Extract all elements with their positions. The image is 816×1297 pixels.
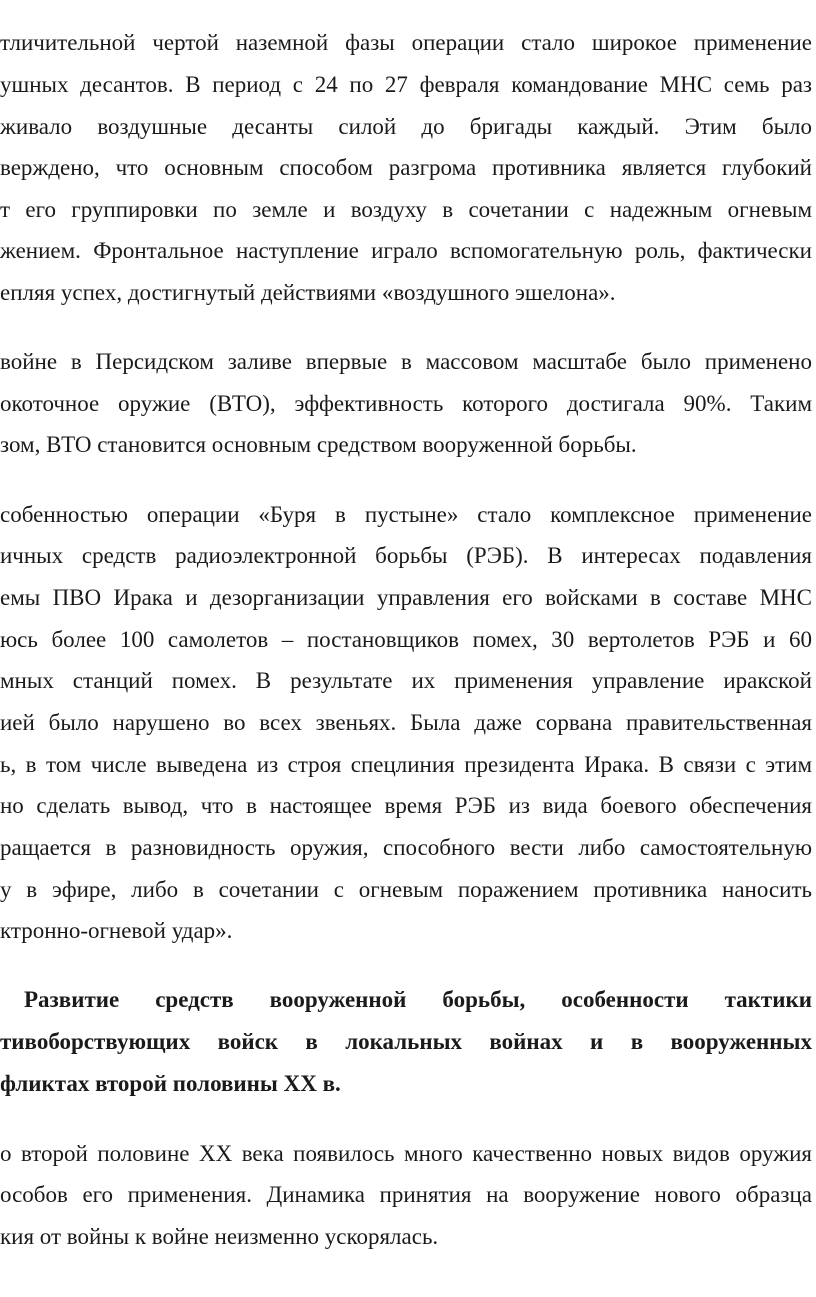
text-line: мных станций помех. В результате их применения управление иракской [0,668,812,693]
heading-line: фликтах второй половины XX в. [0,1071,341,1096]
text-line: емы ПВО Ирака и дезорганизации управления его войсками в составе МНС [0,585,812,610]
text-line: юсь более 100 самолетов – постановщиков помех, 30 вертолетов РЭБ и 60 [0,627,812,652]
text-line: ушных десантов. В период с 24 по 27 февраля командование МНС семь раз [0,72,812,97]
text-line: собенностью операции «Буря в пустыне» стало комплексное применение [0,502,812,527]
text-line: у в эфире, либо в сочетании с огневым поражением противника наносить [0,877,812,902]
text-line: живало воздушные десанты силой до бригады каждый. Этим было [0,114,812,139]
text-line: окоточное оружие (ВТО), эффективность которого достигала 90%. Таким [0,391,812,416]
text-line: о второй половине XX века появилось много качественно новых видов оружия [0,1141,812,1166]
text-line: войне в Персидском заливе впервые в массовом масштабе было применено [0,349,812,374]
text-line: ичных средств радиоэлектронной борьбы (РЭБ). В интересах подавления [0,543,812,568]
text-line: верждено, что основным способом разгрома противника является глубокий [0,155,812,180]
text-line: тличительной чертой наземной фазы операции стало широкое применение [0,30,812,55]
text-line: кия от войны к войне неизменно ускорялась. [0,1224,439,1249]
text-line: жением. Фронтальное наступление играло вспомогательную роль, фактически [0,238,812,263]
heading-line: тивоборствующих войск в локальных войнах и в вооруженных [0,1029,812,1054]
text-line: ь, в том числе выведена из строя спецлиния президента Ирака. В связи с этим [0,752,812,777]
text-line: т его группировки по земле и воздуху в сочетании с надежным огневым [0,197,812,222]
text-line: особов его применения. Динамика принятия на вооружение нового образца [0,1182,812,1207]
text-line: зом, ВТО становится основным средством вооруженной борьбы. [0,432,637,457]
heading-line: Развитие средств вооруженной борьбы, особенности тактики [24,987,812,1012]
text-line: ращается в разновидность оружия, способного вести либо самостоятельную [0,835,812,860]
text-line: ией было нарушено во всех звеньях. Была даже сорвана правительственная [0,710,812,735]
text-line: но сделать вывод, что в настоящее время РЭБ из вида боевого обеспечения [0,793,812,818]
text-line: ктронно-огневой удар». [0,918,233,943]
text-line: епляя успех, достигнутый действиями «воздушного эшелона». [0,280,616,305]
